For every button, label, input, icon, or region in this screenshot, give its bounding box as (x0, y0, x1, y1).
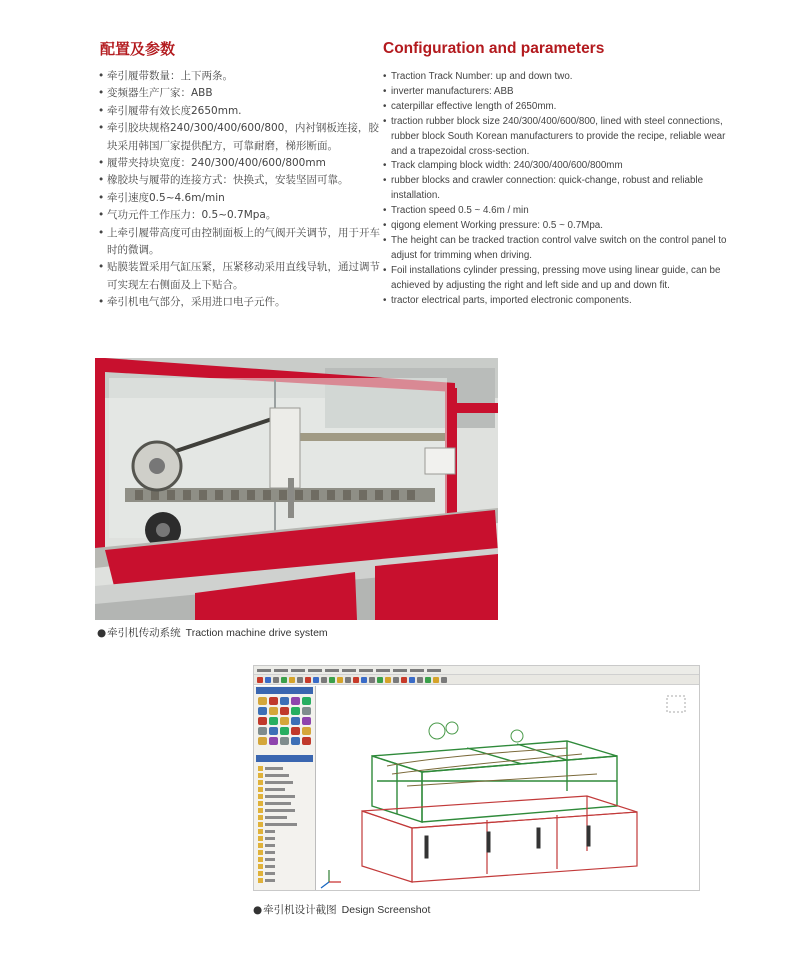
cad-side-panel (254, 686, 316, 891)
cad-3d-viewport (317, 686, 700, 891)
spec-item-en: • Foil installations cylinder pressing, pressing move using linear guide, can be achieved by adjusting the right and left side and up and down fit. (383, 264, 743, 294)
spec-item-cn: • 贴膜装置采用气缸压紧，压紧移动采用直线导轨，通过调节可实现左右侧面及上下贴合。 (98, 259, 383, 294)
spec-item-en: • inverter manufacturers: ABB (383, 85, 743, 100)
photo-caption-cn: 牵引机传动系统 (107, 627, 181, 639)
spec-item-cn: • 履带夹持块宽度：240/300/400/600/800mm (98, 155, 383, 172)
cad-command-icons (254, 695, 315, 747)
spec-item-en: • Traction speed 0.5 ~ 4.6m / min (383, 204, 743, 219)
cad-wireframe-model (317, 686, 700, 891)
spec-item-en: • tractor electrical parts, imported electronic components. (383, 294, 743, 309)
spec-heading-en: Configuration and parameters (383, 40, 605, 57)
spec-item-en: • Track clamping block width: 240/300/400/600/800mm (383, 159, 743, 174)
spec-item-cn: • 上牵引履带高度可由控制面板上的气阀开关调节，用于开车时的微调。 (98, 225, 383, 260)
spec-item-en: • caterpillar effective length of 2650mm. (383, 100, 743, 115)
spec-item-cn: • 牵引胶块规格240/300/400/600/800，内衬钢板连接，胶块采用韩国厂家提供配方，可靠耐磨，梯形断面。 (98, 120, 383, 155)
photo-caption-en: Traction machine drive system (185, 627, 328, 639)
spec-item-en: • rubber blocks and crawler connection: quick-change, robust and reliable installation. (383, 174, 743, 204)
spec-heading-cn: 配置及参数 (100, 40, 176, 58)
traction-machine-illustration (95, 358, 498, 620)
spec-item-cn: • 变频器生产厂家：ABB (98, 85, 383, 102)
cad-menu-bar (254, 666, 699, 675)
traction-machine-photo (95, 358, 498, 620)
spec-item-cn: • 牵引履带数量：上下两条。 (98, 68, 383, 85)
spec-item-en: • traction rubber block size 240/300/400/600/800, lined with steel connections, rubber block South Korean manufacturers to provide the recipe, reliable wear and a trapezoidal cross-section. (383, 115, 743, 160)
cad-caption (253, 902, 430, 917)
spec-item-cn: • 牵引机电气部分，采用进口电子元件。 (98, 294, 383, 311)
spec-item-en: • Traction Track Number: up and down two. (383, 70, 743, 85)
spec-list-cn (98, 68, 383, 312)
cad-caption-cn: 牵引机设计截图 (263, 904, 337, 916)
cad-design-screenshot (253, 665, 700, 891)
cad-toolbar (254, 675, 699, 685)
spec-item-cn: • 牵引履带有效长度2650mm. (98, 103, 383, 120)
bullet-icon: ● (97, 627, 107, 639)
spec-list-en (383, 70, 743, 309)
spec-item-cn: • 牵引速度0.5~4.6m/min (98, 190, 383, 207)
spec-item-en: • The height can be tracked traction control valve switch on the control panel to adjust for trimming when driving. (383, 234, 743, 264)
photo-caption (97, 625, 328, 640)
spec-item-en: • qigong element Working pressure: 0.5 ~ 0.7Mpa. (383, 219, 743, 234)
cad-model-tree (254, 763, 315, 886)
cad-caption-en: Design Screenshot (341, 904, 431, 916)
spec-item-cn: • 橡胶块与履带的连接方式：快换式，安装坚固可靠。 (98, 172, 383, 189)
bullet-icon: ● (253, 904, 263, 916)
spec-item-cn: • 气功元件工作压力：0.5~0.7Mpa。 (98, 207, 383, 224)
